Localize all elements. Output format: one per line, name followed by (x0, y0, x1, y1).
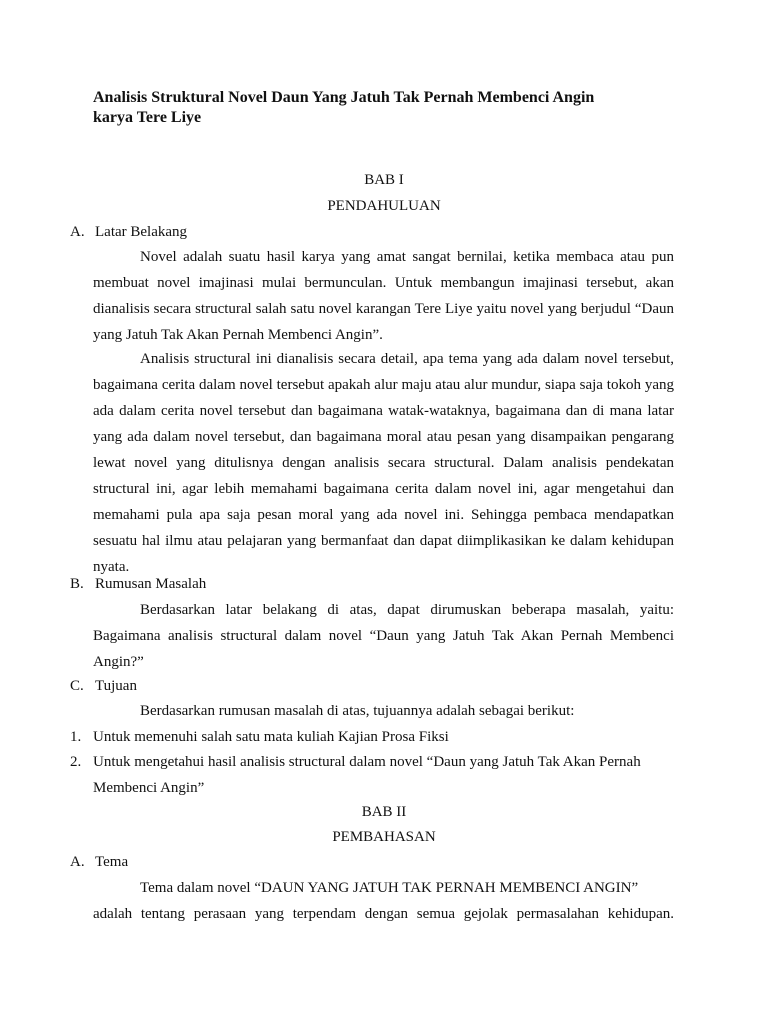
paragraph-latar-2: Analisis structural ini dianalisis secara detail, apa tema yang ada dalam novel tersebut, bagaimana cerita dalam novel tersebut apakah alur maju atau alur mundur, siapa saja tokoh yang ada dalam cerita novel tersebut dan bagaimana watak-wataknya, bagaimana dan di mana latar yang ada dalam novel tersebut, dan bagaimana moral atau pesan yang disampaikan pengarang lewat novel yang ditulisnya dengan analisis secara structural. Dalam analisis pendekatan structural ini, agar lebih memahami bagaimana cerita dalam novel ini, agar mengetahui dan memahami pula apa saja pesan moral yang ada novel ini. Sehingga pembaca mendapatkan sesuatu hal ilmu atau pelajaran yang bermanfaat dan dapat diimplikasikan ke dalam kehidupan nyata. (93, 351, 674, 575)
section-heading-text: Tujuan (95, 678, 137, 694)
section-marker: C. (70, 678, 84, 694)
section-marker: A. (70, 224, 85, 240)
paragraph-tema-line2: adalah tentang perasaan yang terpendam dengan semua gejolak permasalahan kehidupan. (93, 906, 674, 922)
paragraph-latar-1: Novel adalah suatu hasil karya yang amat sangat bernilai, ketika membaca atau pun membuat novel imajinasi mulai bermunculan. Untuk membangun imajinasi tersebut, akan dianalisis secara structural salah satu novel karangan Tere Liye yaitu novel yang berjudul “Daun yang Jatuh Tak Akan Pernah Membenci Angin”. (93, 249, 674, 343)
document-title (93, 88, 693, 128)
section-marker: B. (70, 576, 84, 592)
section-heading-text: Rumusan Masalah (95, 576, 207, 592)
bab1-label: BAB I (364, 172, 404, 188)
list-item (70, 724, 674, 750)
section-marker: A. (70, 854, 85, 870)
list-item-text: Untuk memenuhi salah satu mata kuliah Kajian Prosa Fiksi (93, 729, 449, 745)
paragraph-rumusan-1: Berdasarkan latar belakang di atas, dapat dirumuskan beberapa masalah, yaitu: Bagaimana analisis structural dalam novel “Daun yang Jatuh Tak Akan Pernah Membenci Angin?” (93, 602, 674, 670)
document-title-line2: karya Tere Liye (93, 109, 202, 126)
paragraph-tujuan-1: Berdasarkan rumusan masalah di atas, tujuannya adalah sebagai berikut: (140, 703, 575, 719)
section-heading-text: Latar Belakang (95, 224, 188, 240)
bab1-title: PENDAHULUAN (327, 198, 441, 214)
section-heading-rumusan (70, 575, 206, 593)
paragraph-tema-1 (93, 875, 674, 927)
section-heading-tujuan (70, 677, 137, 695)
list-item-number: 2. (70, 754, 82, 770)
section-heading-text: Tema (95, 854, 129, 870)
bab2-title: PEMBAHASAN (332, 829, 436, 845)
list-item-text: Untuk mengetahui hasil analisis structural dalam novel “Daun yang Jatuh Tak Akan Pernah (93, 754, 641, 770)
list-item-continuation: Membenci Angin” (93, 780, 205, 796)
section-heading-latar (70, 223, 187, 241)
list-item-number: 1. (70, 729, 82, 745)
bab2-label: BAB II (361, 804, 407, 820)
document-title-line1: Analisis Struktural Novel Daun Yang Jatuh Tak Pernah Membenci Angin (93, 89, 595, 106)
section-heading-tema (70, 853, 128, 871)
list-item (70, 749, 674, 801)
paragraph-tema-line1: Tema dalam novel “DAUN YANG JATUH TAK PERNAH MEMBENCI ANGIN” (140, 880, 639, 896)
